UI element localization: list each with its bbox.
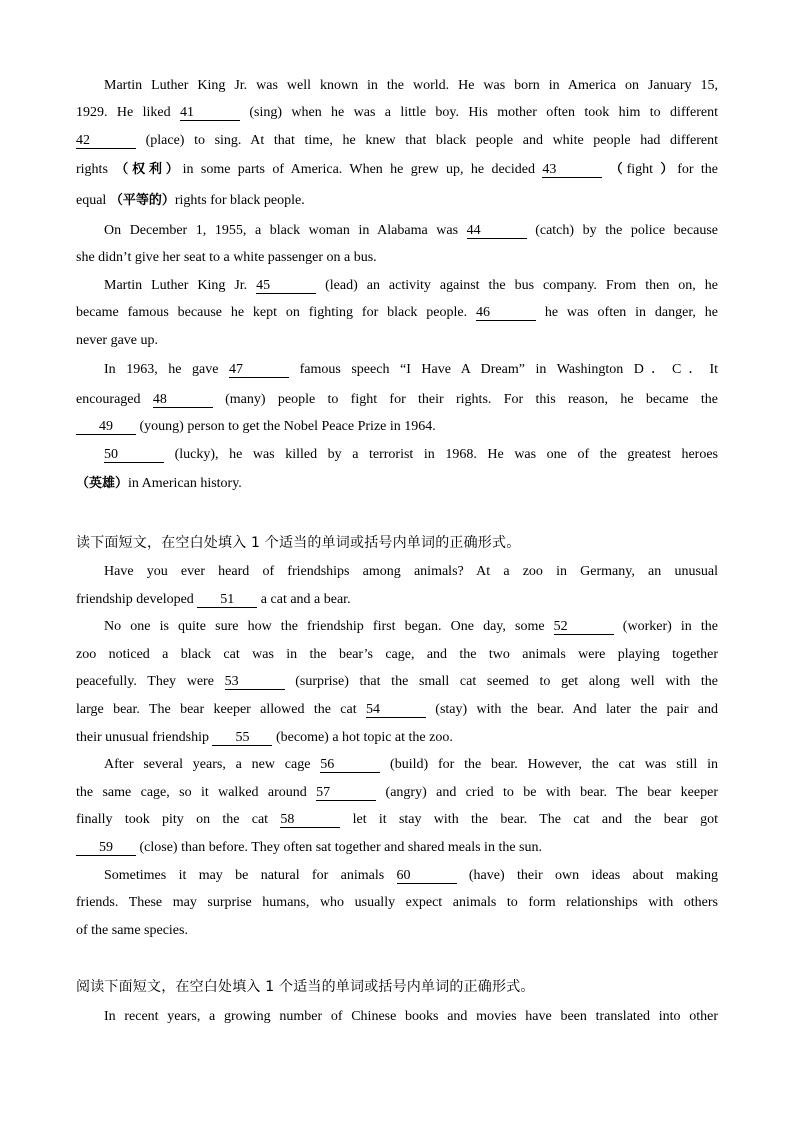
text-run: (young) person to get the Nobel Peace Prize in 1964.: [136, 419, 436, 434]
passage-line: [76, 418, 718, 436]
answer-blank-54[interactable]: 54: [366, 702, 426, 718]
chinese-gloss: ）: [660, 162, 678, 177]
text-run: (angry) and cried to be with bear. The bear keeper: [376, 785, 718, 800]
text-run: rights: [76, 162, 116, 177]
answer-blank-41[interactable]: 41: [180, 105, 240, 121]
answer-blank-42[interactable]: 42: [76, 133, 136, 149]
text-run: their unusual friendship: [76, 730, 213, 745]
text-run: (surprise) that the small cat seemed to get along well with the: [284, 674, 718, 689]
text-run: finally took pity on the cat: [76, 812, 281, 827]
text-run: he was often in danger, he: [535, 305, 719, 320]
passage-line: [76, 391, 718, 409]
text-run: (build) for the bear. However, the cat was still in: [380, 757, 718, 772]
passage-line: [76, 673, 718, 691]
answer-blank-49[interactable]: 49: [76, 419, 136, 435]
answer-blank-43[interactable]: 43: [542, 162, 602, 178]
answer-blank-52[interactable]: 52: [554, 619, 614, 635]
passage-line: [104, 77, 718, 95]
text-run: large bear. The bear keeper allowed the cat: [76, 702, 366, 717]
text-run: [602, 162, 609, 177]
passage-line: [76, 839, 718, 857]
text-run: never gave up.: [76, 333, 159, 348]
text-run: the same cage, so it walked around: [76, 785, 317, 800]
answer-blank-53[interactable]: 53: [225, 674, 285, 690]
answer-blank-51[interactable]: 51: [197, 592, 257, 608]
text-run: friendship developed: [76, 592, 198, 607]
text-run: zoo noticed a black cat was in the bear’s cage, and the two animals were playing together: [76, 647, 718, 662]
answer-blank-56[interactable]: 56: [320, 757, 380, 773]
text-run: friends. These may surprise humans, who usually expect animals to form relationships with others: [76, 895, 718, 910]
text-run: Have you ever heard of friendships among animals? At a zoo in Germany, an unusual: [104, 564, 718, 579]
text-run: for the: [677, 162, 719, 177]
answer-blank-58[interactable]: 58: [280, 812, 340, 828]
answer-blank-57[interactable]: 57: [316, 785, 376, 801]
answer-blank-60[interactable]: 60: [397, 868, 457, 884]
passage-line: [76, 729, 718, 747]
text-run: (lead) an activity against the bus company. From then on, he: [316, 278, 718, 293]
answer-blank-47[interactable]: 47: [229, 362, 289, 378]
passage-line: [76, 646, 718, 664]
text-run: (stay) with the bear. And later the pair and: [425, 702, 718, 717]
answer-blank-50[interactable]: 50: [104, 447, 164, 463]
text-run: In 1963, he gave: [104, 362, 230, 377]
passage-line: [104, 1008, 718, 1026]
chinese-gloss: （: [609, 162, 627, 177]
answer-blank-45[interactable]: 45: [256, 278, 316, 294]
text-run: On December 1, 1955, a black woman in Alabama was: [104, 223, 467, 238]
text-run: (catch) by the police because: [526, 223, 718, 238]
text-run: peacefully. They were: [76, 674, 225, 689]
text-run: rights for black people.: [174, 193, 305, 208]
text-run: 读下面短文，在空白处填入 1 个适当的单词或括号内单词的正确形式。: [76, 535, 521, 551]
answer-blank-48[interactable]: 48: [153, 392, 213, 408]
chinese-gloss: （权利）: [115, 162, 183, 177]
passage-line: [76, 161, 718, 179]
passage-line: [76, 104, 718, 122]
text-run: Martin Luther King Jr.: [104, 278, 257, 293]
passage-line: [104, 222, 718, 240]
text-run: let it stay with the bear. The cat and the bear got: [340, 812, 719, 827]
chinese-gloss: （平等的）: [109, 193, 175, 208]
text-run: in American history.: [128, 476, 242, 491]
text-run: became famous because he kept on fighting for black people.: [76, 305, 476, 320]
section-instruction: [76, 534, 718, 552]
text-run: she didn’t give her seat to a white passenger on a bus.: [76, 250, 377, 265]
text-run: fight: [626, 162, 661, 177]
passage-line: [76, 192, 718, 210]
text-run: a cat and a bear.: [257, 592, 351, 607]
passage-line: [104, 618, 718, 636]
passage-line: [104, 277, 718, 295]
text-run: (become) a hot topic at the zoo.: [272, 730, 453, 745]
passage-line: [104, 563, 718, 581]
text-run: (close) than before. They often sat together and shared meals in the sun.: [136, 840, 542, 855]
answer-blank-44[interactable]: 44: [467, 223, 527, 239]
text-run: of the same species.: [76, 923, 188, 938]
text-run: (lucky), he was killed by a terrorist in 1968. He was one of the greatest heroes: [164, 447, 718, 462]
passage-line: [104, 756, 718, 774]
text-run: In recent years, a growing number of Chinese books and movies have been translated into other: [104, 1009, 718, 1024]
passage-line: [76, 922, 718, 940]
passage-line: [104, 446, 718, 464]
passage-line: [76, 784, 718, 802]
text-run: No one is quite sure how the friendship first began. One day, some: [104, 619, 554, 634]
passage-line: [76, 811, 718, 829]
text-run: (place) to sing. At that time, he knew that black people and white people had different: [136, 133, 718, 148]
passage-line: [76, 304, 718, 322]
answer-blank-55[interactable]: 55: [212, 730, 272, 746]
text-run: (worker) in the: [613, 619, 718, 634]
passage-line: [76, 591, 718, 609]
text-run: in some parts of America. When he grew up, he decided: [182, 162, 543, 177]
text-run: encouraged: [76, 392, 153, 407]
text-run: famous speech “I Have A Dream” in Washington D．C．It: [289, 362, 718, 377]
passage-line: [76, 332, 718, 350]
passage-line: [76, 894, 718, 912]
passage-line: [76, 249, 718, 267]
text-run: (have) their own ideas about making: [456, 868, 718, 883]
text-run: 1929. He liked: [76, 105, 180, 120]
text-run: (many) people to fight for their rights. For this reason, he became the: [212, 392, 718, 407]
section-instruction: [76, 978, 718, 996]
passage-line: [76, 701, 718, 719]
text-run: Martin Luther King Jr. was well known in the world. He was born in America on January 15,: [104, 78, 718, 93]
answer-blank-59[interactable]: 59: [76, 840, 136, 856]
text-run: (sing) when he was a little boy. His mother often took him to different: [239, 105, 718, 120]
passage-line: [104, 361, 718, 379]
text-run: Sometimes it may be natural for animals: [104, 868, 397, 883]
text-run: 阅读下面短文，在空白处填入 1 个适当的单词或括号内单词的正确形式。: [76, 979, 535, 995]
passage-line: [76, 132, 718, 150]
passage-line: [76, 475, 718, 493]
answer-blank-46[interactable]: 46: [476, 305, 536, 321]
passage-line: [104, 867, 718, 885]
text-run: equal: [76, 193, 110, 208]
text-run: After several years, a new cage: [104, 757, 321, 772]
chinese-gloss: （英雄）: [76, 476, 129, 491]
